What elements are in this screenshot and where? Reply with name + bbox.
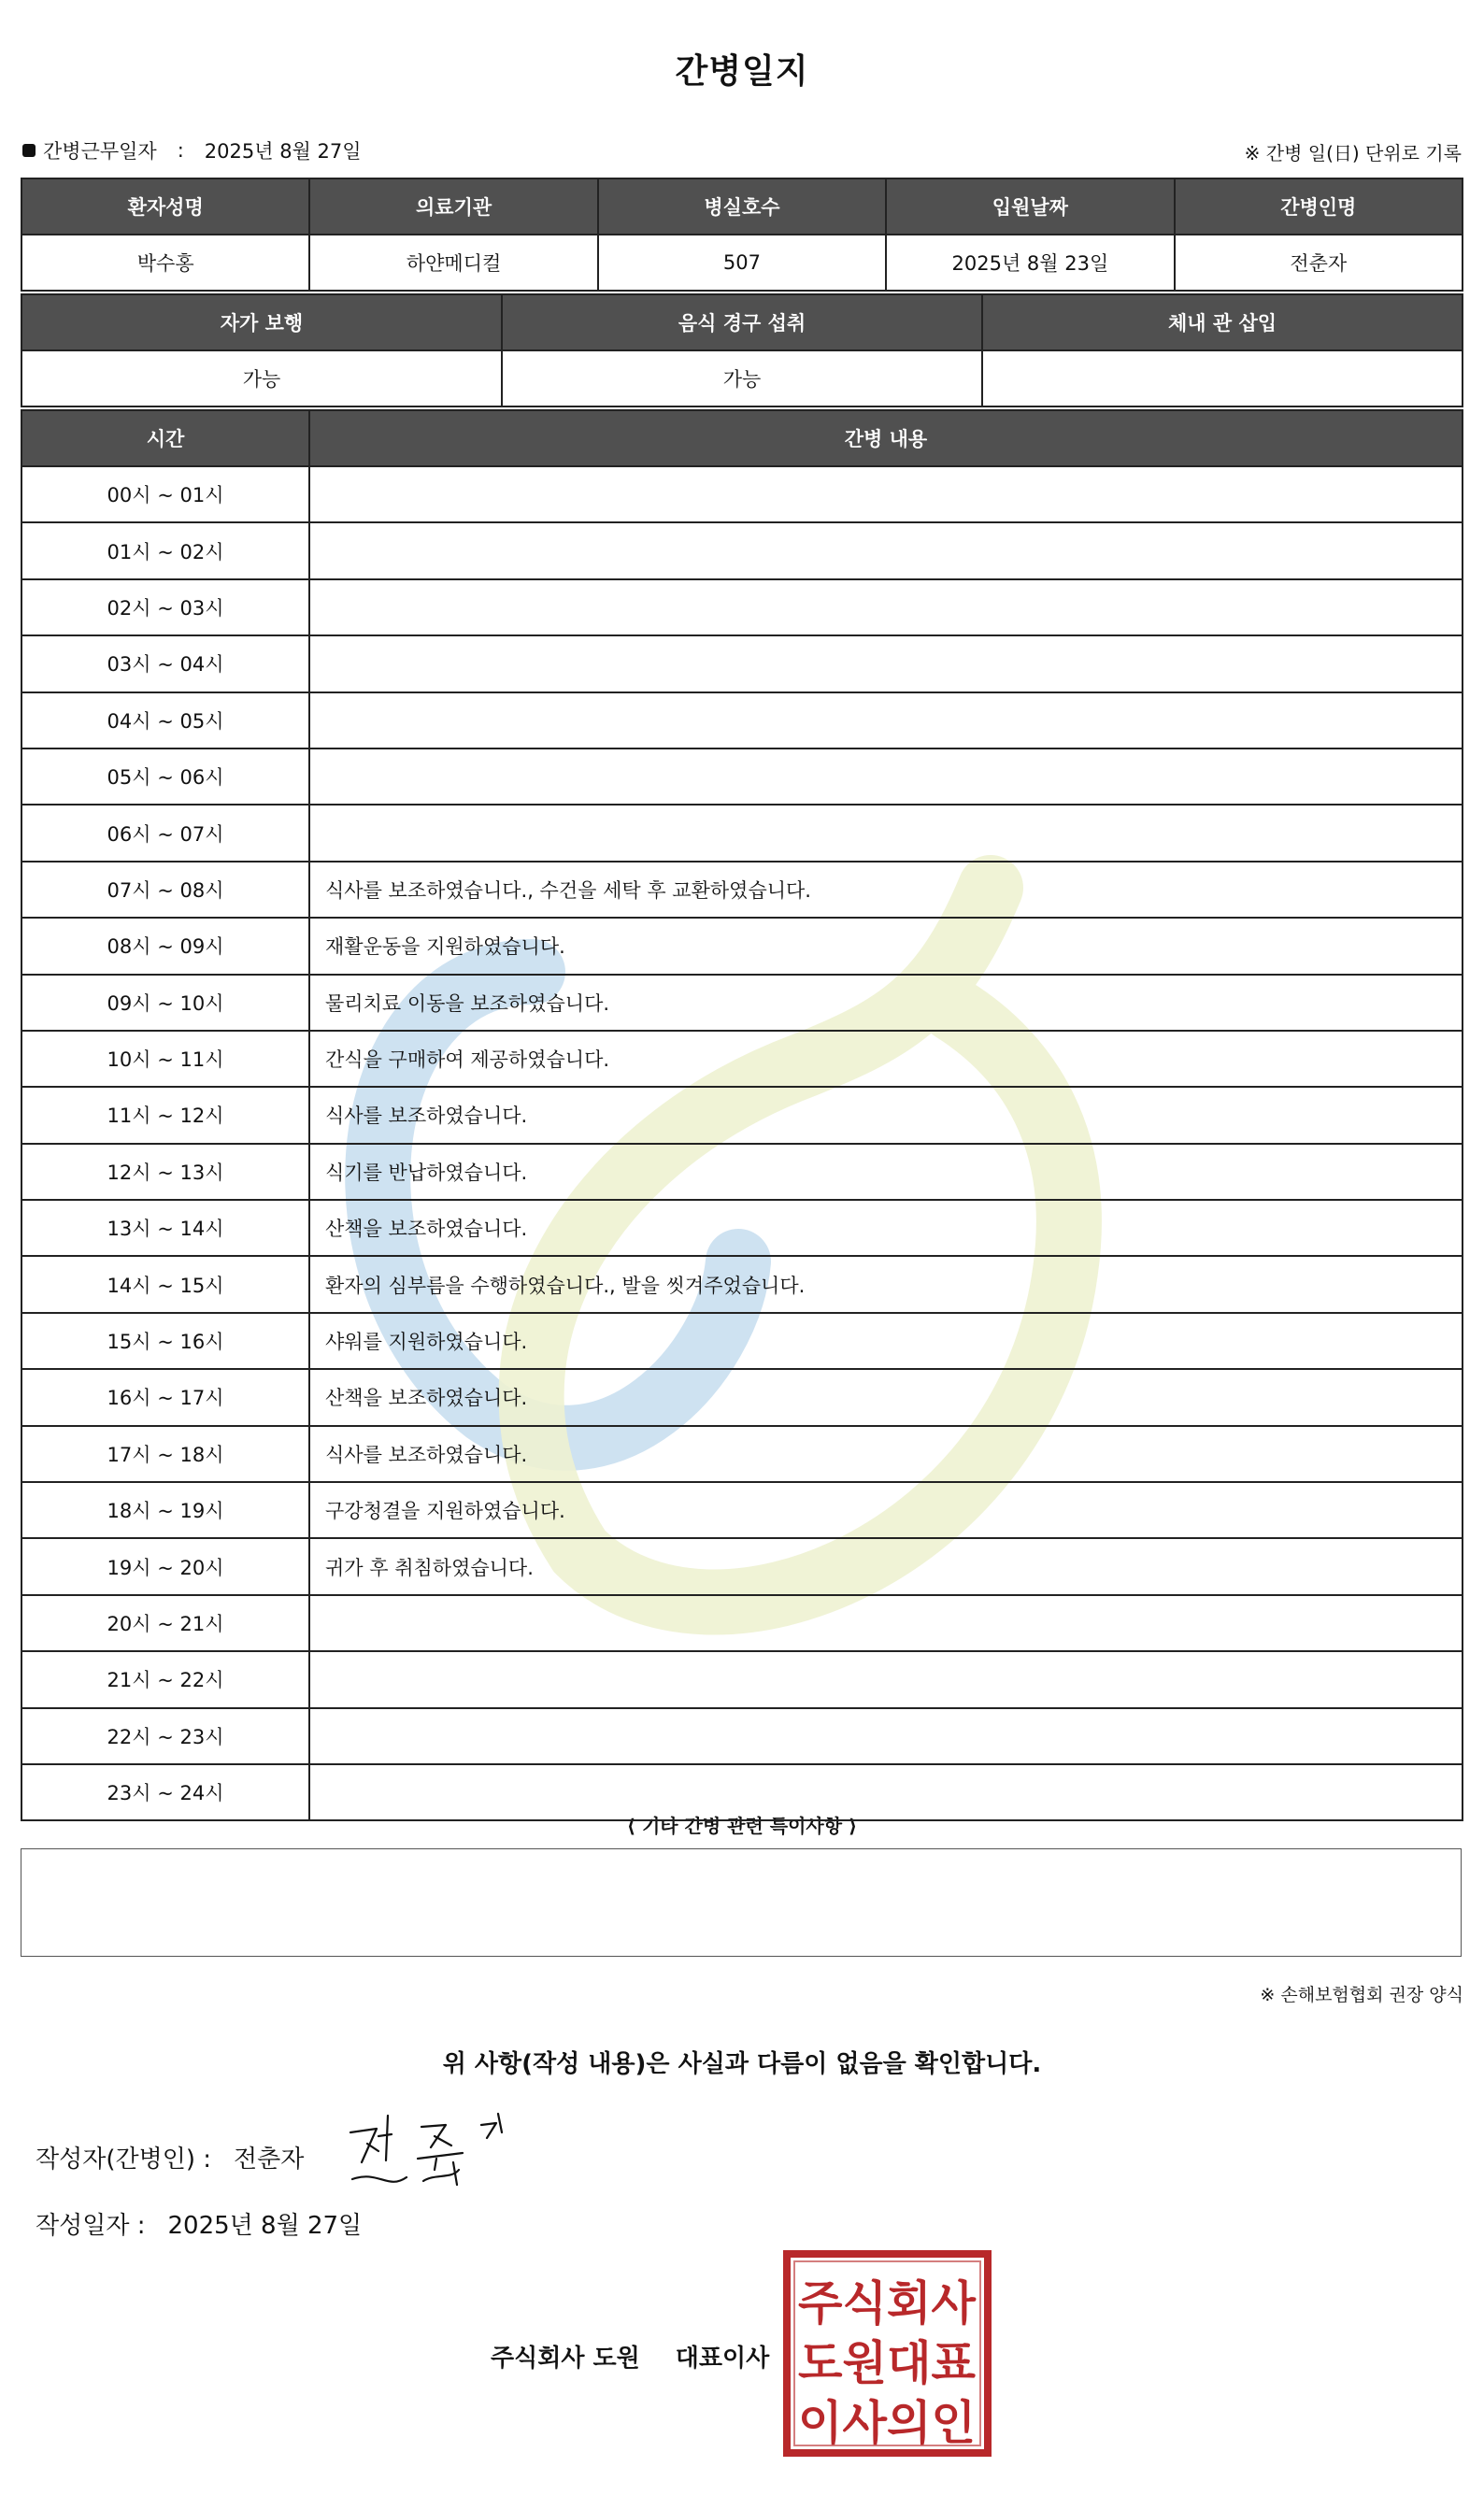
log-row bbox=[21, 1538, 1463, 1594]
log-row bbox=[21, 522, 1463, 578]
log-row bbox=[21, 1764, 1463, 1820]
log-content bbox=[309, 1764, 1463, 1820]
header-caregiver: 간병인명 bbox=[1175, 178, 1463, 235]
log-time: 23시 ~ 24시 bbox=[21, 1764, 309, 1820]
log-row bbox=[21, 1313, 1463, 1369]
log-content bbox=[309, 805, 1463, 861]
notes-box bbox=[21, 1848, 1462, 1957]
log-content: 샤워를 지원하였습니다. bbox=[309, 1313, 1463, 1369]
writer-label: 작성자(간병인) : bbox=[36, 2146, 212, 2174]
log-row bbox=[21, 1482, 1463, 1538]
hospital-name: 하얀메디컬 bbox=[309, 235, 597, 291]
log-time: 00시 ~ 01시 bbox=[21, 466, 309, 522]
tube-insertion-value bbox=[982, 350, 1463, 406]
confirmation-statement: 위 사항(작성 내용)은 사실과 다름이 없음을 확인합니다. bbox=[442, 2050, 1042, 2078]
log-time: 05시 ~ 06시 bbox=[21, 748, 309, 805]
log-time: 12시 ~ 13시 bbox=[21, 1144, 309, 1200]
log-row bbox=[21, 1595, 1463, 1651]
notes-title: ⟨ 기타 간병 관련 특이사항 ⟩ bbox=[626, 1815, 858, 1837]
log-content bbox=[309, 466, 1463, 522]
log-time: 20시 ~ 21시 bbox=[21, 1595, 309, 1651]
header-oral-intake: 음식 경구 섭취 bbox=[502, 294, 982, 350]
log-time: 13시 ~ 14시 bbox=[21, 1200, 309, 1256]
log-row bbox=[21, 748, 1463, 805]
patient-status-table bbox=[21, 293, 1463, 407]
log-content: 귀가 후 취침하였습니다. bbox=[309, 1538, 1463, 1594]
seal-text-line-1: 주식회사 bbox=[798, 2276, 977, 2331]
log-row bbox=[21, 692, 1463, 748]
log-time: 09시 ~ 10시 bbox=[21, 975, 309, 1031]
hourly-log-table bbox=[21, 409, 1463, 1821]
log-content: 재활운동을 지원하였습니다. bbox=[309, 918, 1463, 974]
log-content: 식사를 보조하였습니다. bbox=[309, 1087, 1463, 1143]
written-date-line bbox=[36, 2206, 362, 2241]
company-line bbox=[491, 2339, 769, 2374]
seal-text-line-2: 도원대표 bbox=[798, 2336, 977, 2390]
log-row bbox=[21, 1708, 1463, 1764]
log-row bbox=[21, 635, 1463, 691]
log-row bbox=[21, 1031, 1463, 1087]
patient-info-table bbox=[21, 178, 1463, 292]
log-content bbox=[309, 635, 1463, 691]
log-content: 식기를 반납하였습니다. bbox=[309, 1144, 1463, 1200]
log-content: 구강청결을 지원하였습니다. bbox=[309, 1482, 1463, 1538]
record-note: ※ 간병 일(日) 단위로 기록 bbox=[1244, 142, 1462, 164]
log-time: 14시 ~ 15시 bbox=[21, 1256, 309, 1312]
log-content bbox=[309, 1595, 1463, 1651]
log-row bbox=[21, 466, 1463, 522]
room-number: 507 bbox=[598, 235, 886, 291]
log-time: 18시 ~ 19시 bbox=[21, 1482, 309, 1538]
log-time: 11시 ~ 12시 bbox=[21, 1087, 309, 1143]
log-time: 10시 ~ 11시 bbox=[21, 1031, 309, 1087]
handwritten-signature bbox=[341, 2104, 514, 2198]
work-date bbox=[22, 136, 362, 164]
log-row bbox=[21, 579, 1463, 635]
log-content: 산책을 보조하였습니다. bbox=[309, 1200, 1463, 1256]
header-time: 시간 bbox=[21, 410, 309, 466]
log-content bbox=[309, 748, 1463, 805]
header-admission-date: 입원날짜 bbox=[886, 178, 1174, 235]
log-time: 19시 ~ 20시 bbox=[21, 1538, 309, 1594]
log-row bbox=[21, 918, 1463, 974]
log-content: 물리치료 이동을 보조하였습니다. bbox=[309, 975, 1463, 1031]
log-row bbox=[21, 975, 1463, 1031]
written-date-label: 작성일자 : bbox=[36, 2212, 146, 2240]
log-time: 06시 ~ 07시 bbox=[21, 805, 309, 861]
log-time: 22시 ~ 23시 bbox=[21, 1708, 309, 1764]
log-row bbox=[21, 1256, 1463, 1312]
log-time: 15시 ~ 16시 bbox=[21, 1313, 309, 1369]
log-time: 04시 ~ 05시 bbox=[21, 692, 309, 748]
log-content: 식사를 보조하였습니다., 수건을 세탁 후 교환하였습니다. bbox=[309, 862, 1463, 918]
log-row bbox=[21, 862, 1463, 918]
writer-line bbox=[36, 2140, 304, 2174]
log-content bbox=[309, 692, 1463, 748]
log-time: 07시 ~ 08시 bbox=[21, 862, 309, 918]
log-time: 16시 ~ 17시 bbox=[21, 1369, 309, 1425]
bullet-square-icon bbox=[22, 144, 36, 157]
written-date-value: 2025년 8월 27일 bbox=[167, 2212, 363, 2240]
oral-intake-value: 가능 bbox=[502, 350, 982, 406]
log-content bbox=[309, 579, 1463, 635]
page-title: 간병일지 bbox=[675, 52, 809, 91]
log-time: 01시 ~ 02시 bbox=[21, 522, 309, 578]
log-content: 산책을 보조하였습니다. bbox=[309, 1369, 1463, 1425]
log-time: 21시 ~ 22시 bbox=[21, 1651, 309, 1707]
work-date-value: 2025년 8월 27일 bbox=[204, 140, 362, 163]
log-row bbox=[21, 805, 1463, 861]
writer-name: 전춘자 bbox=[234, 2146, 305, 2174]
header-self-walking: 자가 보행 bbox=[21, 294, 502, 350]
log-content bbox=[309, 1651, 1463, 1707]
log-row bbox=[21, 1200, 1463, 1256]
admission-date: 2025년 8월 23일 bbox=[886, 235, 1174, 291]
log-row bbox=[21, 1426, 1463, 1482]
log-row bbox=[21, 1369, 1463, 1425]
log-time: 17시 ~ 18시 bbox=[21, 1426, 309, 1482]
header-patient-name: 환자성명 bbox=[21, 178, 309, 235]
log-row bbox=[21, 1651, 1463, 1707]
header-care-content: 간병 내용 bbox=[309, 410, 1463, 466]
log-content bbox=[309, 1708, 1463, 1764]
log-row bbox=[21, 1087, 1463, 1143]
log-content: 환자의 심부름을 수행하였습니다., 발을 씻겨주었습니다. bbox=[309, 1256, 1463, 1312]
header-tube-insertion: 체내 관 삽입 bbox=[982, 294, 1463, 350]
ceo-label: 대표이사 bbox=[675, 2345, 770, 2373]
header-room: 병실호수 bbox=[598, 178, 886, 235]
log-time: 08시 ~ 09시 bbox=[21, 918, 309, 974]
work-date-separator: : bbox=[177, 139, 184, 162]
company-seal-stamp bbox=[781, 2248, 993, 2459]
work-date-label: 간병근무일자 bbox=[43, 140, 157, 163]
log-content: 식사를 보조하였습니다. bbox=[309, 1426, 1463, 1482]
patient-name: 박수홍 bbox=[21, 235, 309, 291]
log-time: 02시 ~ 03시 bbox=[21, 579, 309, 635]
form-note: ※ 손해보험협회 권장 양식 bbox=[1260, 1985, 1463, 2005]
log-content bbox=[309, 522, 1463, 578]
company-name: 주식회사 도원 bbox=[491, 2345, 640, 2373]
header-hospital: 의료기관 bbox=[309, 178, 597, 235]
self-walking-value: 가능 bbox=[21, 350, 502, 406]
caregiver-name: 전춘자 bbox=[1175, 235, 1463, 291]
seal-text-line-3: 이사의인 bbox=[798, 2396, 976, 2450]
log-row bbox=[21, 1144, 1463, 1200]
log-content: 간식을 구매하여 제공하였습니다. bbox=[309, 1031, 1463, 1087]
log-time: 03시 ~ 04시 bbox=[21, 635, 309, 691]
